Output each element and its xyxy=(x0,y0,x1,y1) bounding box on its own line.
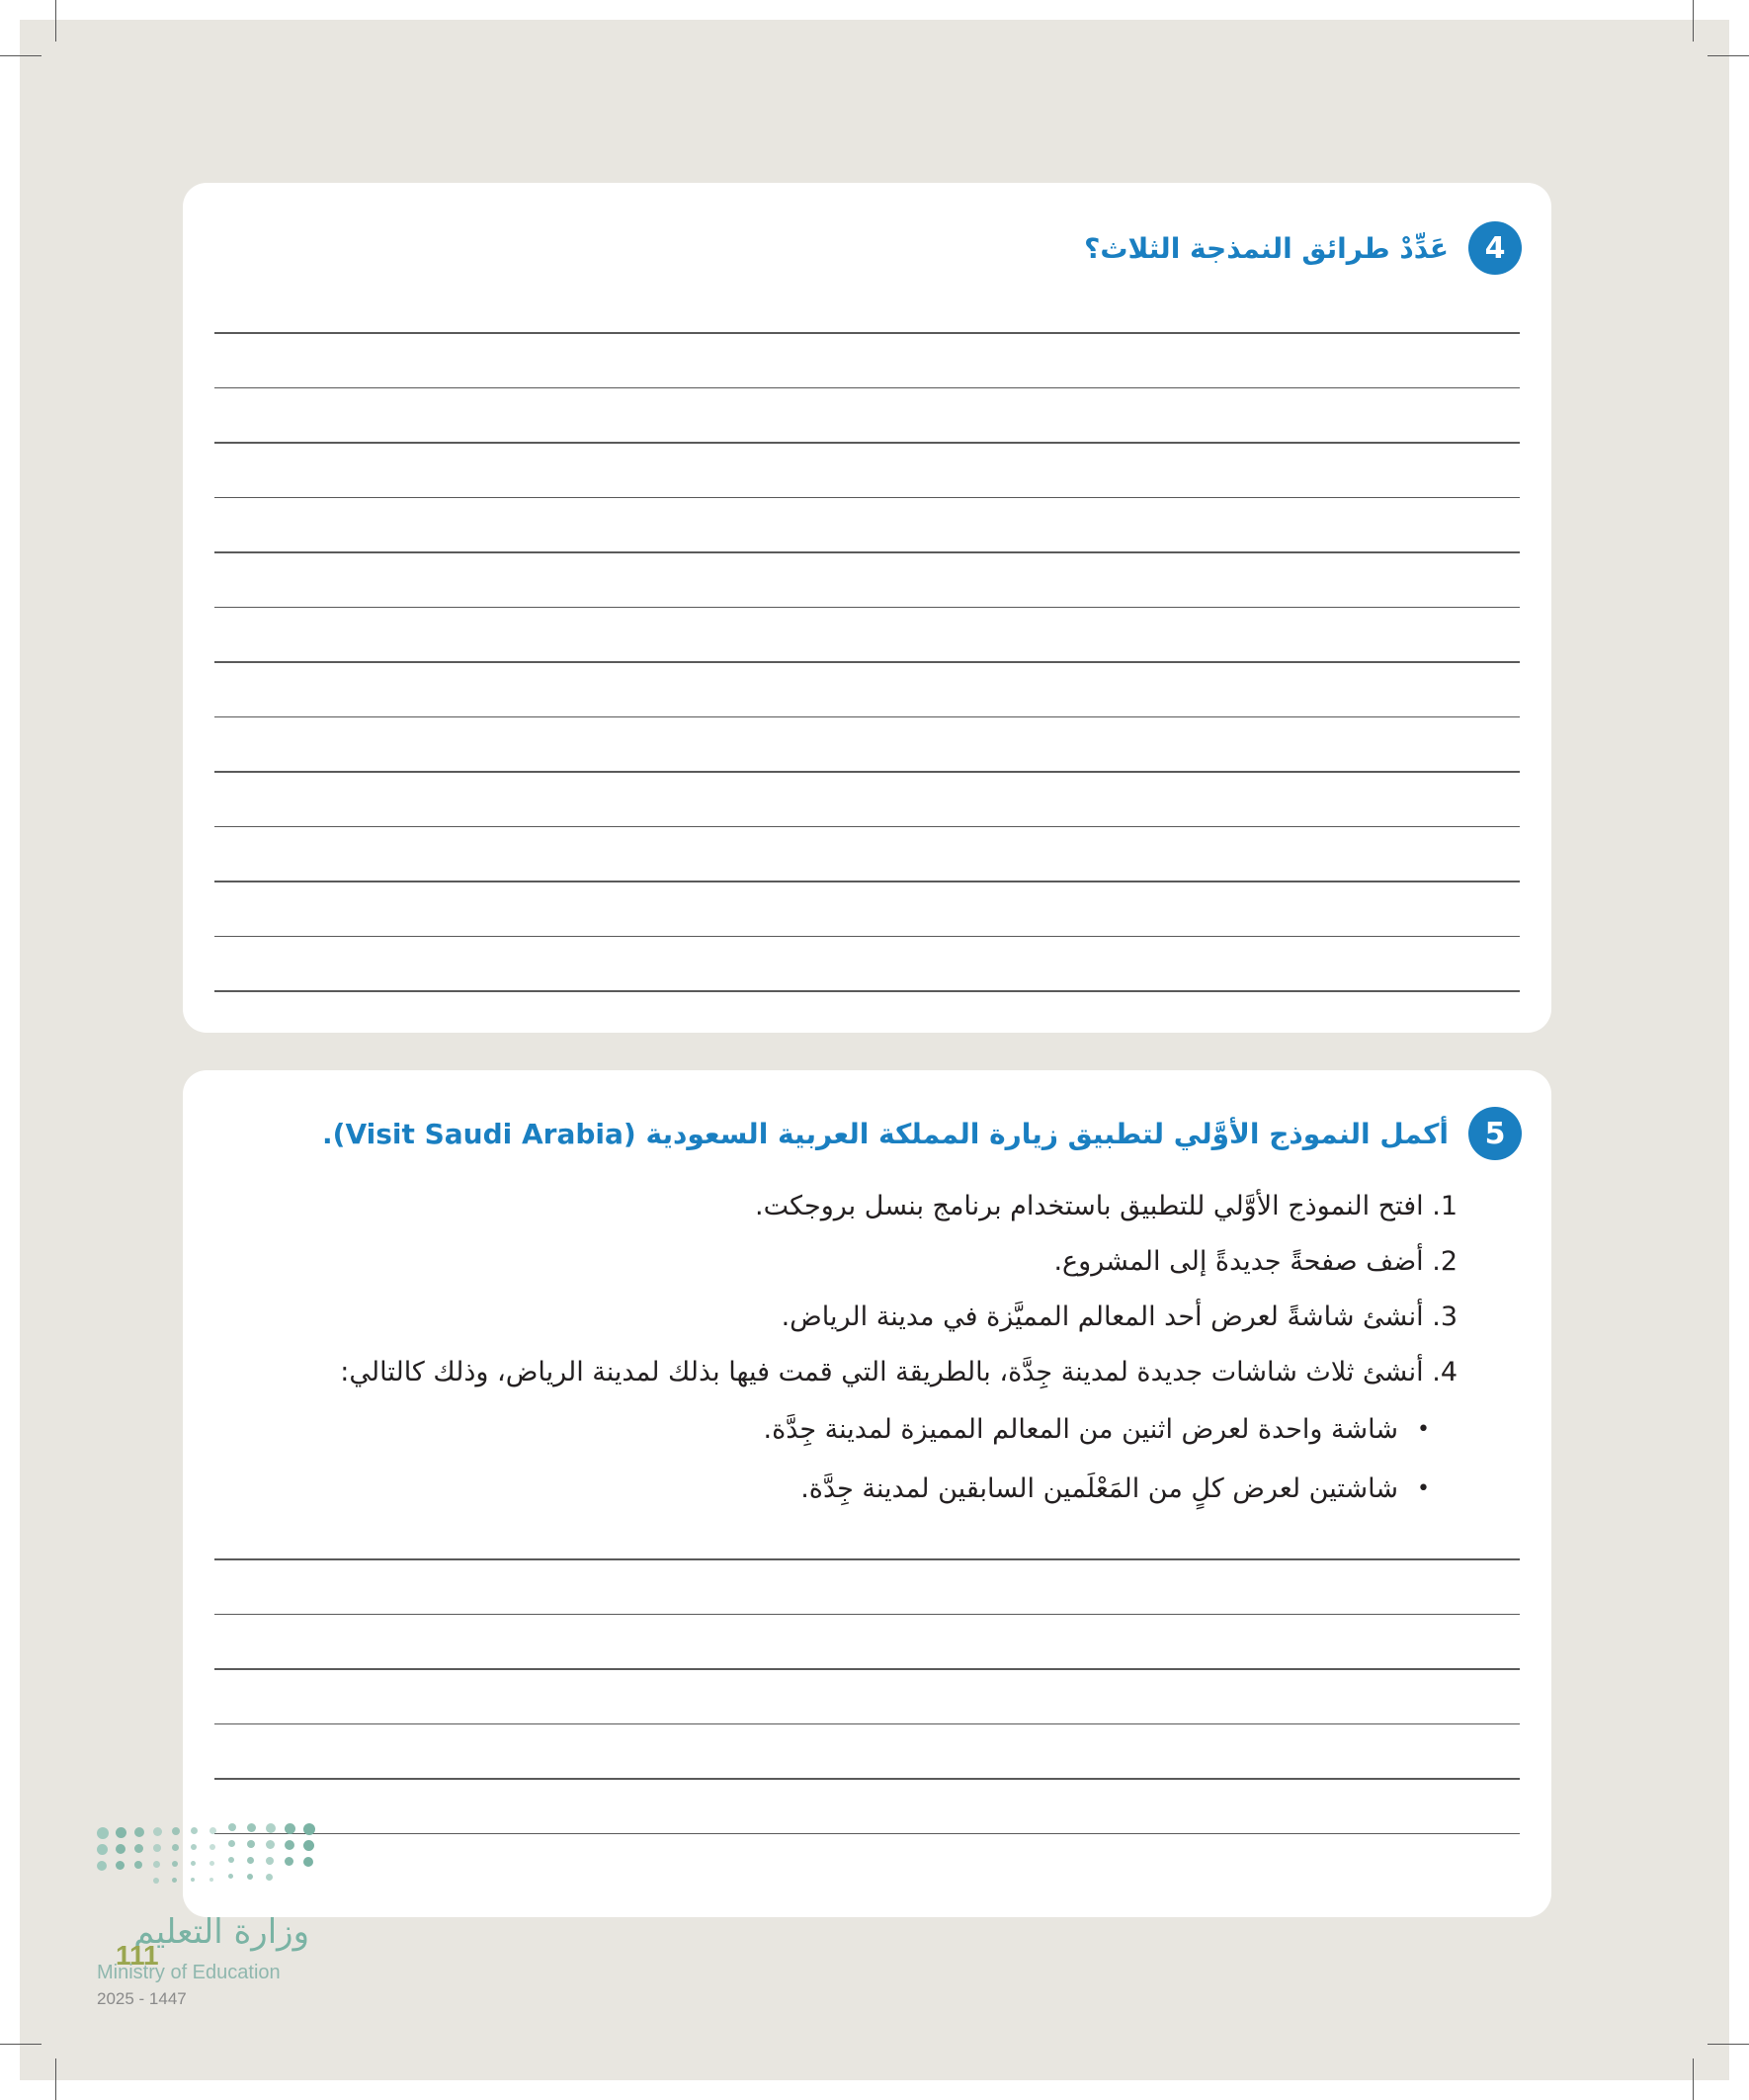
step-item: 2. أضف صفحةً جديدةً إلى المشروع. xyxy=(1053,1246,1458,1277)
answer-line xyxy=(214,497,1520,499)
logo-dot xyxy=(97,1844,108,1855)
bullet-list-container xyxy=(272,1400,1458,1519)
logo-dot xyxy=(303,1823,315,1835)
answer-line xyxy=(214,1723,1520,1725)
logo-dot xyxy=(134,1827,144,1837)
crop-mark xyxy=(1707,2044,1749,2045)
logo-dot xyxy=(303,1857,313,1867)
logo-dot xyxy=(285,1840,294,1850)
year-text: 2025 - 1447 xyxy=(97,1989,187,2008)
question-number-badge: 5 xyxy=(1468,1107,1522,1160)
logo-dot xyxy=(191,1827,198,1834)
logo-dot xyxy=(266,1823,276,1833)
logo-dot xyxy=(153,1878,159,1884)
logo-dot xyxy=(116,1861,125,1870)
answer-line xyxy=(214,1558,1520,1560)
crop-mark xyxy=(0,55,42,56)
bullet-icon: • xyxy=(1417,1417,1430,1442)
answer-line xyxy=(214,771,1520,773)
logo-dot xyxy=(228,1857,234,1863)
answer-line xyxy=(214,1668,1520,1670)
logo-dot xyxy=(172,1844,179,1851)
question-5-card xyxy=(183,1070,1551,1917)
logo-dot xyxy=(266,1840,275,1849)
logo-dot xyxy=(247,1823,256,1832)
answer-line xyxy=(214,607,1520,609)
bullet-item xyxy=(272,1400,1430,1460)
logo-dot xyxy=(153,1827,162,1836)
logo-dot xyxy=(153,1844,161,1852)
logo-dot xyxy=(116,1827,126,1838)
answer-line xyxy=(214,881,1520,882)
logo-dot xyxy=(172,1861,178,1867)
answer-line xyxy=(214,661,1520,663)
logo-dot xyxy=(209,1844,215,1850)
logo-dot xyxy=(209,1827,216,1834)
answer-line xyxy=(214,1778,1520,1780)
logo-arabic-text: وزارة التعليم xyxy=(133,1912,309,1952)
logo-dot xyxy=(97,1827,109,1839)
answer-line xyxy=(214,716,1520,718)
question-5-header xyxy=(322,1107,1522,1160)
answer-line xyxy=(214,826,1520,828)
logo-dot xyxy=(303,1840,314,1851)
logo-dot xyxy=(209,1861,214,1866)
crop-mark xyxy=(0,2044,42,2045)
logo-dot xyxy=(191,1878,195,1882)
logo-dot xyxy=(191,1844,197,1850)
logo-dot xyxy=(247,1857,254,1864)
logo-dot xyxy=(285,1857,293,1866)
bullet-text: شاشة واحدة لعرض اثنين من المعالم المميزة لمدينة جِدَّة. xyxy=(763,1414,1398,1445)
answer-lines[interactable] xyxy=(214,332,1520,992)
bullet-list xyxy=(272,1400,1458,1519)
answer-line xyxy=(214,442,1520,444)
logo-english-text: Ministry of Education xyxy=(97,1962,281,1983)
logo-dot xyxy=(228,1840,235,1847)
answer-line xyxy=(214,387,1520,389)
step-item: 4. أنشئ ثلاث شاشات جديدة لمدينة جِدَّة، بالطريقة التي قمت فيها بذلك لمدينة الرياض، وذلك كالتالي: xyxy=(340,1357,1458,1387)
logo-dot xyxy=(247,1840,255,1848)
question-text: عَدِّدْ طرائق النمذجة الثلاث؟ xyxy=(1084,231,1449,265)
logo-dot xyxy=(172,1827,180,1835)
logo-dot xyxy=(153,1861,160,1868)
bullet-item xyxy=(272,1460,1430,1519)
answer-line xyxy=(214,551,1520,553)
logo-dot xyxy=(116,1844,125,1854)
logo-dot xyxy=(266,1874,273,1881)
answer-line xyxy=(214,1833,1520,1835)
crop-mark xyxy=(55,0,56,42)
crop-mark xyxy=(1707,55,1749,56)
logo-dot xyxy=(172,1878,177,1883)
steps-list xyxy=(272,1179,1458,1519)
page-number: 111 xyxy=(116,1940,159,1971)
crop-mark xyxy=(1693,0,1694,42)
answer-line xyxy=(214,936,1520,938)
logo-dot xyxy=(247,1874,253,1880)
crop-mark xyxy=(1693,2058,1694,2100)
question-4-header xyxy=(1084,221,1522,275)
crop-mark xyxy=(55,2058,56,2100)
logo-dot xyxy=(191,1861,196,1866)
logo-dot xyxy=(134,1844,143,1853)
logo-dot xyxy=(97,1861,107,1871)
question-4-card xyxy=(183,183,1551,1033)
answer-line xyxy=(214,990,1520,992)
question-number-badge: 4 xyxy=(1468,221,1522,275)
bullet-icon: • xyxy=(1417,1476,1430,1501)
logo-dot xyxy=(209,1878,213,1882)
step-item: 3. أنشئ شاشةً لعرض أحد المعالم المميَّزة في مدينة الرياض. xyxy=(781,1302,1458,1332)
logo-dot xyxy=(285,1823,295,1834)
answer-line xyxy=(214,1614,1520,1616)
ministry-logo-icon xyxy=(97,1823,324,1902)
logo-dot xyxy=(228,1823,236,1831)
answer-line xyxy=(214,332,1520,334)
bullet-text: شاشتين لعرض كلٍ من المَعْلَمين السابقين لمدينة جِدَّة. xyxy=(800,1473,1398,1504)
logo-dot xyxy=(228,1874,233,1879)
answer-lines[interactable] xyxy=(214,1558,1520,1834)
logo-dot-pattern xyxy=(97,1823,324,1902)
step-item: 1. افتح النموذج الأوَّلي للتطبيق باستخدام برنامج بنسل بروجكت. xyxy=(755,1191,1458,1221)
logo-dot xyxy=(266,1857,274,1865)
question-text: أكمل النموذج الأوَّلي لتطبيق زيارة المملكة العربية السعودية (Visit Saudi Arabia). xyxy=(322,1117,1449,1150)
logo-dot xyxy=(134,1861,142,1869)
